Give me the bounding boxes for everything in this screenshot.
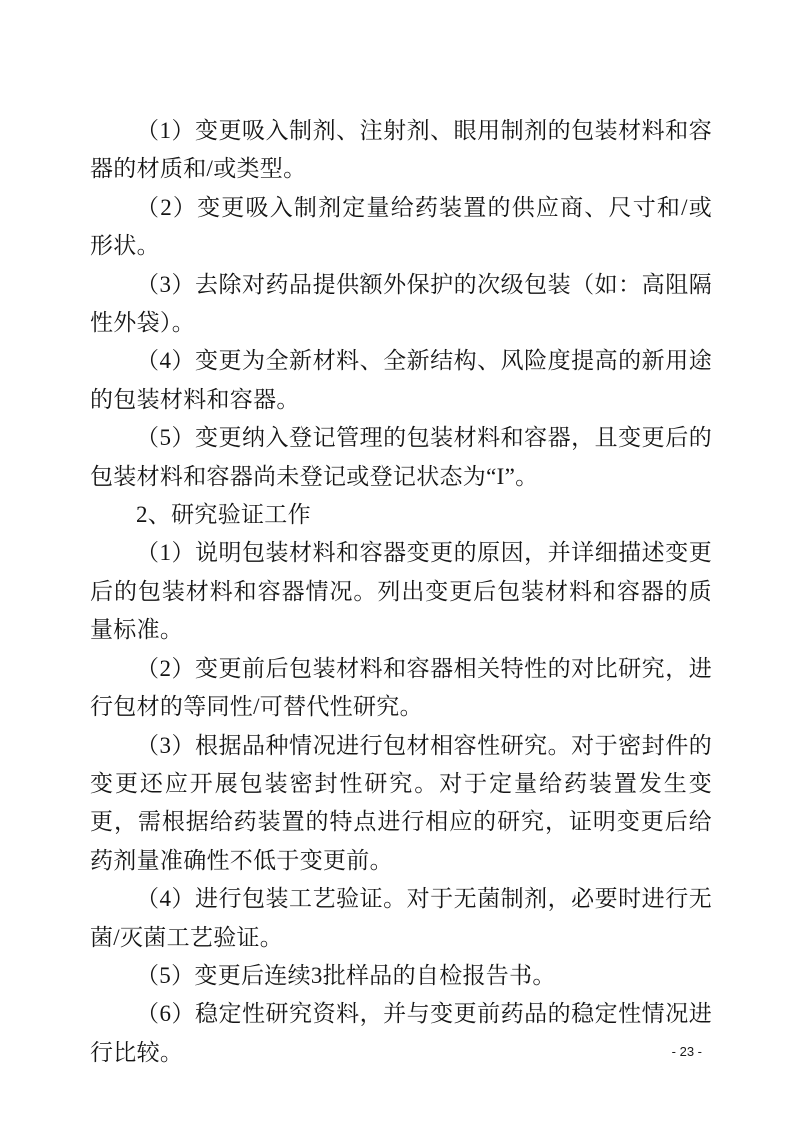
section-heading: 2、研究验证工作: [136, 502, 311, 528]
paragraph-item-2: （2）变更吸入制剂定量给药装置的供应商、尺寸和/或形状。: [90, 194, 712, 259]
paragraph-item-5: （5）变更纳入登记管理的包装材料和容器，且变更后的包装材料和容器尚未登记或登记状态为“I”。: [90, 425, 712, 489]
paragraph-item-8: （3）根据品种情况进行包材相容性研究。对于密封件的变更还应开展包装密封性研究。对于定量给药装置发生变更，需根据给药装置的特点进行相应的研究，证明变更后给药剂量准确性不低于变更前。: [90, 732, 712, 873]
paragraph-item-10: （5）变更后连续3批样品的自检报告书。: [136, 962, 556, 988]
document-body: [90, 112, 712, 1072]
paragraph-item-6: （1）说明包装材料和容器变更的原因，并详细描述变更后的包装材料和容器情况。列出变更后包装材料和容器的质量标准。: [90, 540, 712, 643]
paragraph-item-7: （2）变更前后包装材料和容器相关特性的对比研究，进行包材的等同性/可替代性研究。: [90, 655, 712, 720]
paragraph-item-4: （4）变更为全新材料、全新结构、风险度提高的新用途的包装材料和容器。: [90, 348, 712, 412]
paragraph-item-9: （4）进行包装工艺验证。对于无菌制剂，必要时进行无菌/灭菌工艺验证。: [90, 886, 712, 950]
paragraph-item-1: （1）变更吸入制剂、注射剂、眼用制剂的包装材料和容器的材质和/或类型。: [90, 118, 712, 182]
page-number: - 23 -: [671, 1044, 702, 1059]
paragraph-item-3: （3）去除对药品提供额外保护的次级包装（如：高阻隔性外袋）。: [90, 271, 712, 336]
paragraph-item-11: （6）稳定性研究资料，并与变更前药品的稳定性情况进行比较。: [90, 1001, 712, 1065]
